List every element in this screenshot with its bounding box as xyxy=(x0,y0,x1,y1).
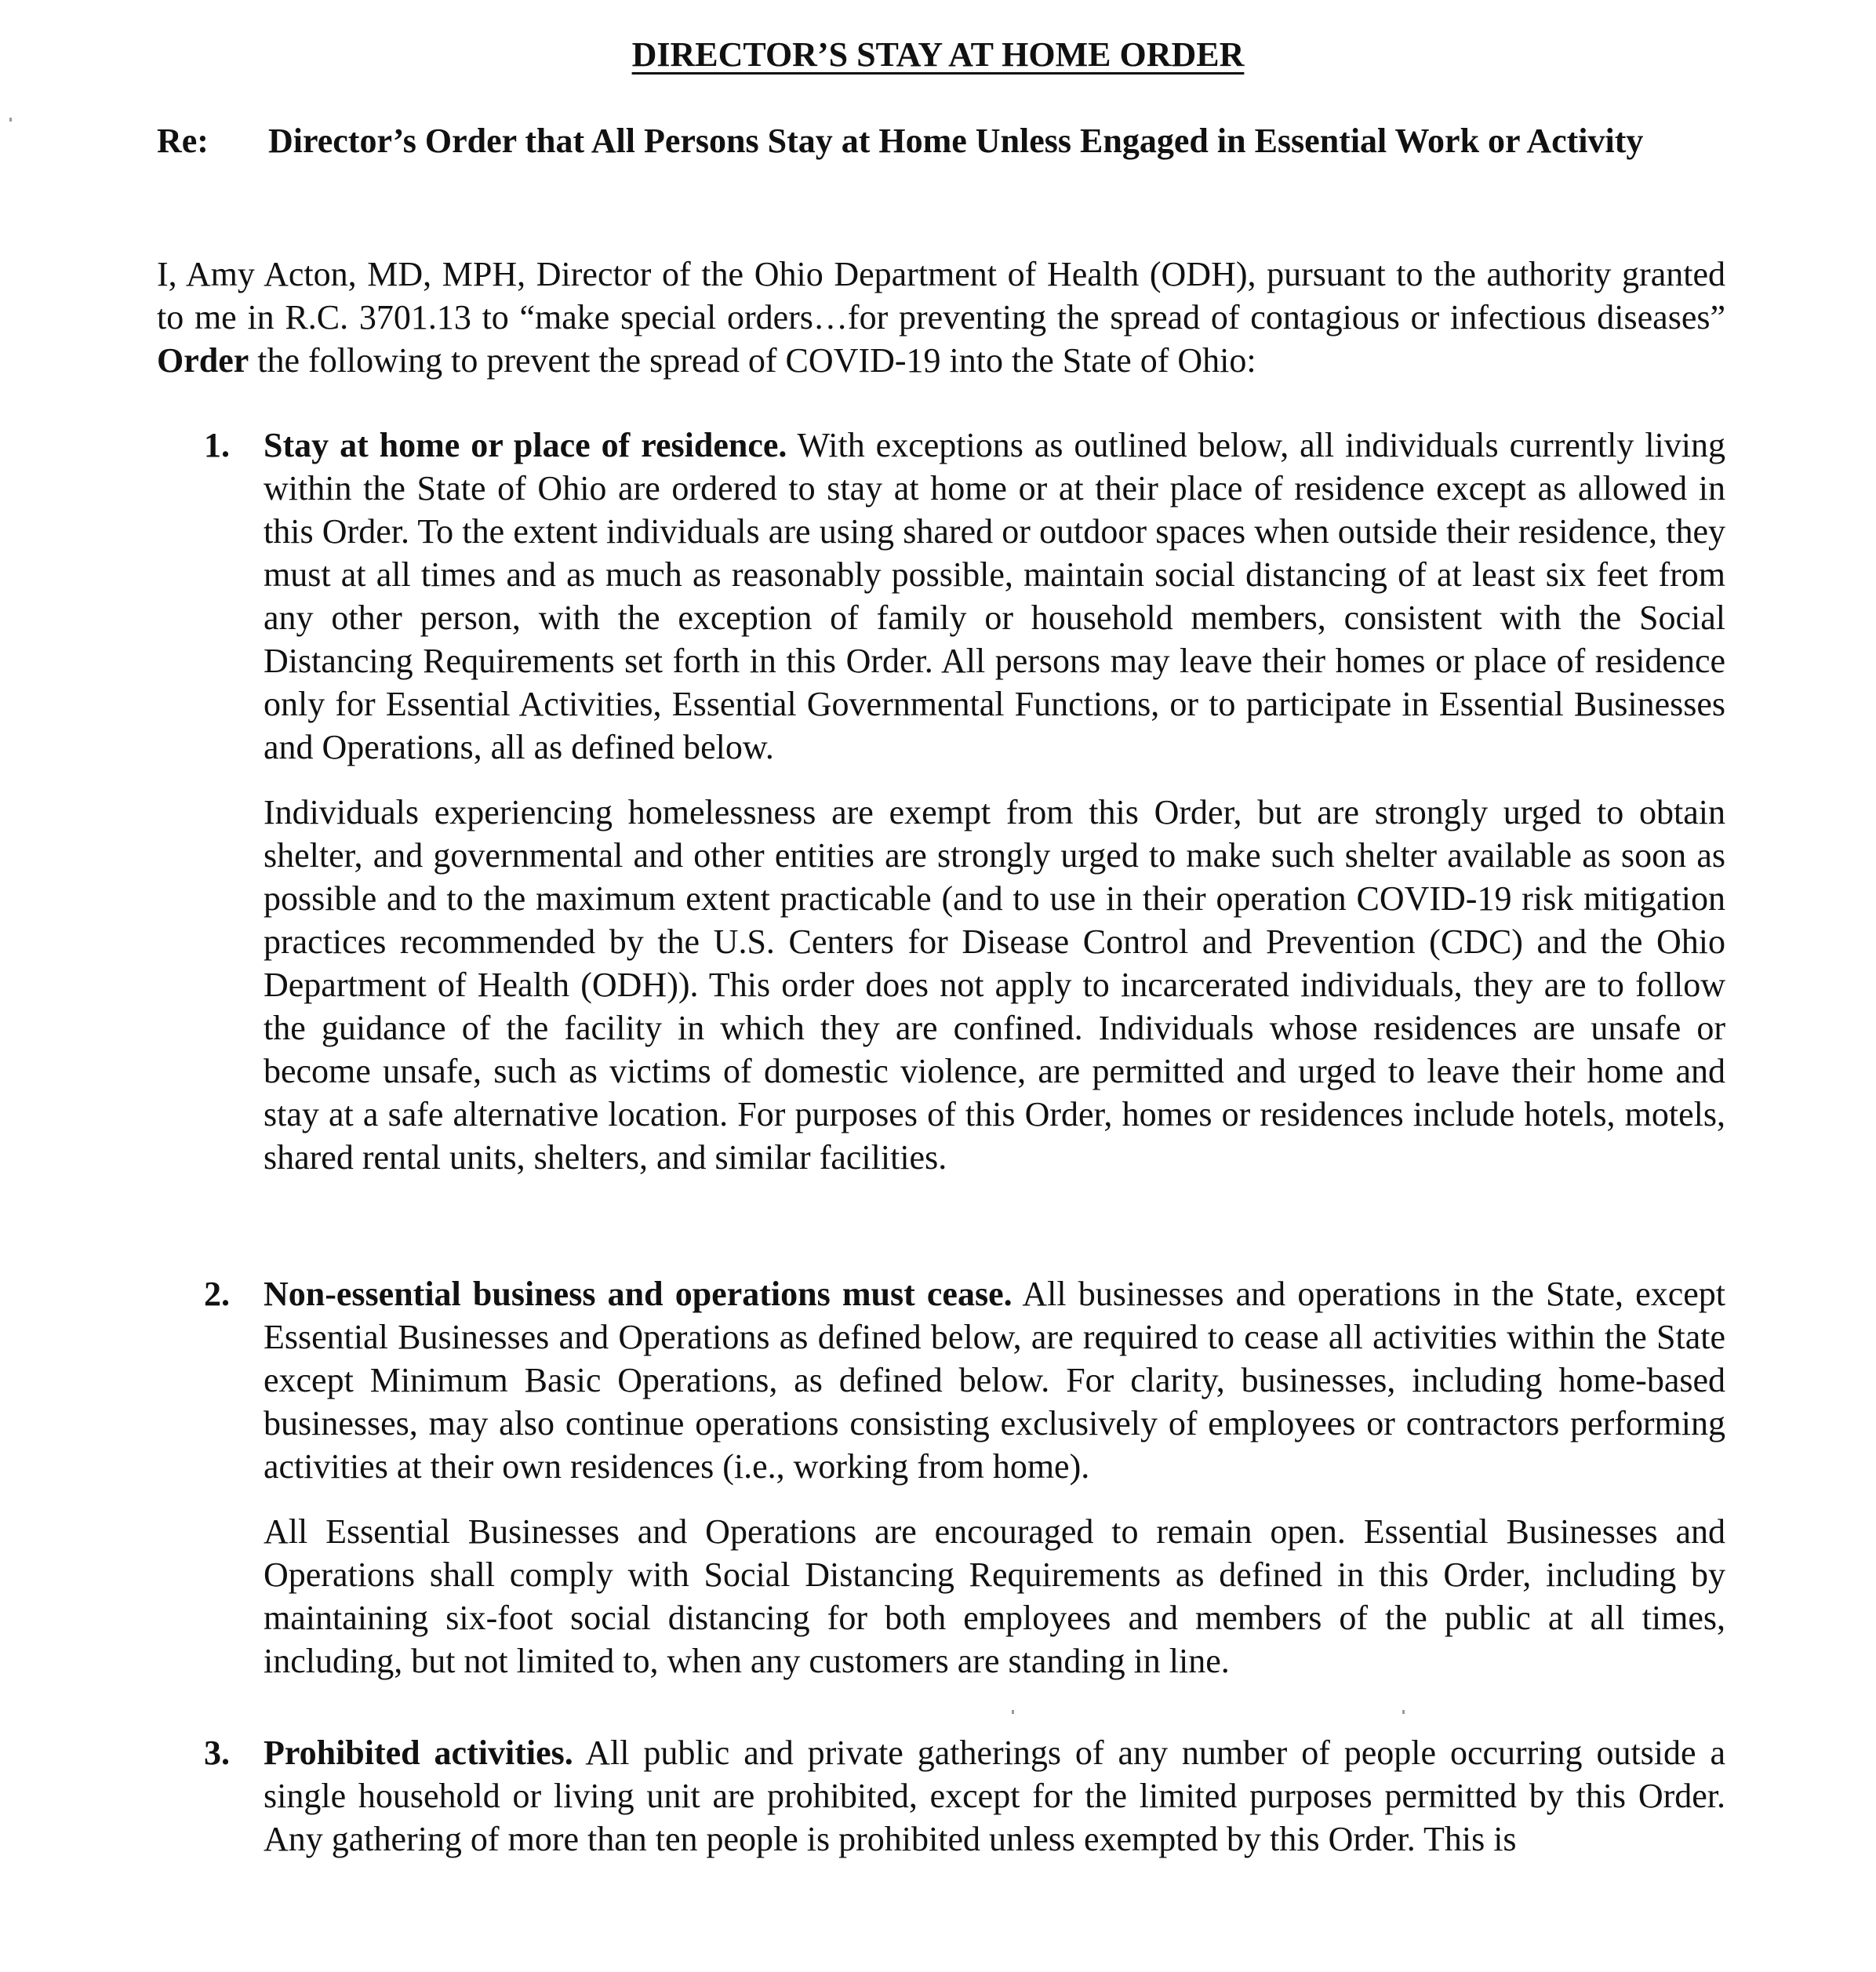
item-number: 2. xyxy=(204,1275,230,1313)
item-paragraph xyxy=(264,424,1725,769)
intro-text-end: the following to prevent the spread of COVID-19 into the State of Ohio: xyxy=(249,341,1256,380)
item-paragraph: All Essential Businesses and Operations are encouraged to remain open. Essential Businesses and Operations shall comply with Social Distancing Requirements as defined in this Order, including by maintaining six-foot social distancing for both employees and members of the public at all times, including, but not limited to, when any customers are standing in line. xyxy=(264,1512,1725,1680)
scan-speck xyxy=(1402,1710,1405,1714)
item-heading: Prohibited activities. xyxy=(264,1734,573,1772)
re-line xyxy=(157,119,1725,163)
item-text: All public and private gatherings of any number of people occurring outside a single household or living unit are prohibited, except for the limited purposes permitted by this Order. Any gathering of more than ten people is prohibited unless exempted by this Order. This is xyxy=(264,1734,1725,1858)
item-paragraph xyxy=(264,1731,1725,1861)
item-number: 3. xyxy=(204,1734,230,1772)
item-text: With exceptions as outlined below, all individuals currently living within the State of Ohio are ordered to stay at home or at their place of residence except as allowed in this Order. To the extent individuals are using shared or outdoor spaces when outside their residence, they must at all times and as much as reasonably possible, maintain social distancing of at least six feet from any other person, with the exception of family or household members, consistent with the Social Distancing Requirements set forth in this Order. All persons may leave their homes or place of residence only for Essential Activities, Essential Governmental Functions, or to participate in Essential Businesses and Operations, all as defined below. xyxy=(264,426,1725,766)
intro-paragraph xyxy=(157,253,1725,382)
re-label: Re: xyxy=(157,122,209,160)
scan-speck xyxy=(1012,1710,1014,1714)
intro-bold-order: Order xyxy=(157,341,249,380)
scan-speck xyxy=(9,118,12,122)
item-heading: Stay at home or place of residence. xyxy=(264,426,787,464)
intro-text: I, Amy Acton, MD, MPH, Director of the Ohio Department of Health (ODH), pursuant to the authority granted to me in R.C. 3701.13 to “make special orders…for preventing the spread of contagious or infectious diseases” xyxy=(157,255,1725,337)
re-subject: Director’s Order that All Persons Stay at Home Unless Engaged in Essential Work or Activity xyxy=(268,122,1644,160)
order-item-3 xyxy=(204,1731,1725,1861)
order-item-2 xyxy=(204,1272,1725,1683)
item-number: 1. xyxy=(204,426,230,464)
item-text: All businesses and operations in the State, except Essential Businesses and Operations as defined below, are required to cease all activities within the State except Minimum Basic Operations, as defined below. For clarity, businesses, including home-based businesses, may also continue operations consisting exclusively of employees or contractors performing activities at their own residences (i.e., working from home). xyxy=(264,1275,1725,1486)
document-title: DIRECTOR’S STAY AT HOME ORDER xyxy=(631,35,1245,74)
item-paragraph xyxy=(264,1272,1725,1488)
item-paragraph: Individuals experiencing homelessness are exempt from this Order, but are strongly urged to obtain shelter, and governmental and other entities are strongly urged to make such shelter available as soon as possible and to the maximum extent practicable (and to use in their operation COVID-19 risk mitigation practices recommended by the U.S. Centers for Disease Control and Prevention (CDC) and the Ohio Department of Health (ODH)). This order does not apply to incarcerated individuals, they are to follow the guidance of the facility in which they are confined. Individuals whose residences are unsafe or become unsafe, such as victims of domestic violence, are permitted and urged to leave their home and stay at a safe alternative location. For purposes of this Order, homes or residences include hotels, motels, shared rental units, shelters, and similar facilities. xyxy=(264,793,1725,1177)
item-heading: Non-essential business and operations must cease. xyxy=(264,1275,1013,1313)
order-item-1 xyxy=(204,424,1725,1179)
